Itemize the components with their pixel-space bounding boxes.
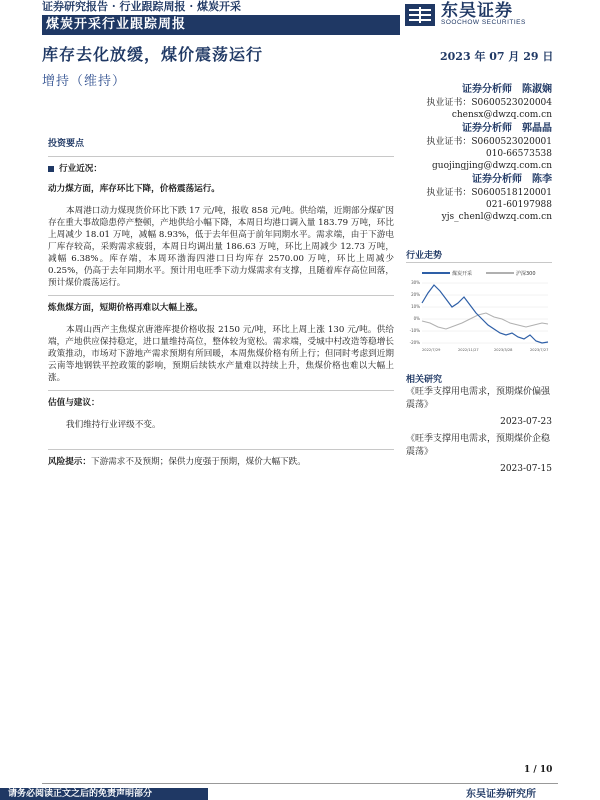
analyst-name: 郭晶晶 — [522, 123, 552, 134]
hs300-line — [422, 313, 548, 329]
bullet-text: 行业近况： — [59, 164, 102, 174]
report-title: 库存去化放缓，煤价震荡运行 — [42, 45, 264, 64]
analyst-role: 证券分析师 — [462, 84, 512, 95]
x-tick: 2023/3/28 — [494, 348, 513, 352]
analyst-email[interactable]: chensx@dwzq.com.cn — [451, 110, 552, 120]
legend-hs300-label: 沪深300 — [516, 271, 536, 277]
thermal-coal-paragraph: 本周港口动力煤现货价环比下跌 17 元/吨，报收 858 元/吨。供给端，近期部分煤矿因存在重大事故隐患停产整顿，产地供给小幅下降，本周日均港口调入量 183.79 万吨，环比上周减少 18.01 万吨，减幅 8.93%，低于去年但高于前年同期水平。需求端，由于下游电厂库存较高，采购需求疲弱，本周日均调出量 186.63 万吨，环比上周减少 12.73 万吨，减幅 6.38%。库存端，本周环渤海四港口日均库存 2570.00 万吨，环比上周减少 0.25%，仍高于去年同期水平。预计用电旺季下动力煤需求有支撑，且随着库存高位回落，预计煤价震荡运行。 — [48, 206, 394, 288]
risk-warning — [48, 456, 394, 468]
analyst-phone: 021-60197988 — [485, 200, 552, 210]
logo-english: SOOCHOW SECURITIES — [441, 19, 526, 26]
x-tick: 2022/11/27 — [458, 348, 479, 352]
industry-rating: 增持（维持） — [42, 74, 127, 89]
risk-text: 下游需求不及预期；保供力度强于预期，煤价大幅下跌。 — [90, 457, 306, 467]
analyst-name: 陈淑娴 — [522, 84, 552, 95]
x-tick: 2023/7/27 — [530, 348, 549, 352]
y-tick: 0% — [413, 316, 420, 321]
trend-chart — [406, 262, 552, 355]
related-research-list — [406, 386, 552, 480]
analyst-card — [410, 82, 552, 121]
coking-coal-heading: 炼焦煤方面，短期价格再难以大幅上涨。 — [48, 303, 203, 313]
x-tick: 2022/7/29 — [422, 348, 441, 352]
analyst-phone: 010-66573538 — [485, 149, 552, 159]
section-label: 投资要点 — [48, 139, 85, 149]
report-category: 证券研究报告 · 行业跟踪周报 · 煤炭开采 — [42, 0, 241, 13]
related-item-date: 2023-07-23 — [500, 417, 552, 427]
trend-label: 行业走势 — [406, 251, 443, 261]
y-tick: 10% — [411, 304, 420, 309]
divider — [48, 390, 394, 391]
related-item-title[interactable]: 《旺季支撑用电需求，预期煤价企稳震荡》 — [406, 434, 551, 457]
y-tick: -10% — [409, 328, 420, 333]
analyst-email[interactable]: guojingjing@dwzq.com.cn — [432, 161, 552, 171]
valuation-paragraph: 我们维持行业评级不变。 — [66, 420, 161, 430]
bullet-square-icon — [48, 166, 54, 172]
analyst-role: 证券分析师 — [472, 174, 522, 185]
analyst-role: 证券分析师 — [462, 123, 512, 134]
valuation-heading: 估值与建议： — [48, 398, 100, 408]
divider — [48, 156, 394, 157]
investment-summary — [48, 138, 394, 468]
page-number: 1 / 10 — [524, 765, 553, 775]
logo-name: 东吴证券 — [441, 1, 513, 21]
analyst-card — [410, 172, 552, 223]
coking-coal-paragraph: 本周山西产主焦煤京唐港库提价格收报 2150 元/吨，环比上周上涨 130 元/吨。供给端，产地供应保持稳定，进口量维持高位，整体较为宽松。需求端，受城中村改造等稳增长政策推动，市场对下游地产需求预期有所回暖，本周焦煤价格有所上行；但同时考虑到近期云南等地钢铁平控政策的影响，预期后续铁水产量难以持续上升，焦煤价格也难以大幅上涨。 — [48, 325, 394, 383]
bullet-heading — [48, 163, 394, 175]
divider — [48, 449, 394, 450]
legend-coal-label: 煤炭开采 — [452, 271, 473, 277]
report-date: 2023 年 07 月 29 日 — [440, 50, 554, 63]
footer-divider — [42, 783, 558, 784]
analyst-email[interactable]: yjs_chenl@dwzq.com.cn — [441, 212, 552, 222]
y-tick: -20% — [409, 340, 420, 345]
report-series-title: 煤炭开采行业跟踪周报 — [42, 15, 400, 35]
analyst-cert: 执业证书：S0600523020001 — [426, 137, 552, 147]
related-item-title[interactable]: 《旺季支撑用电需求，预期煤价偏强震荡》 — [406, 387, 551, 410]
analyst-name: 陈李 — [532, 174, 552, 185]
analyst-cert: 执业证书：S0600518120001 — [426, 188, 552, 198]
related-item-date: 2023-07-15 — [500, 464, 552, 474]
disclaimer-banner: 请务必阅读正文之后的免责声明部分 — [0, 788, 208, 800]
analyst-panel — [410, 82, 552, 223]
company-logo — [405, 2, 565, 28]
trend-chart-svg — [406, 263, 552, 355]
y-tick: 20% — [411, 292, 420, 297]
coal-line — [422, 285, 548, 343]
y-tick: 30% — [411, 280, 420, 285]
analyst-cert: 执业证书：S0600523020004 — [426, 98, 552, 108]
related-item[interactable] — [406, 386, 552, 429]
footer-organization: 东吴证券研究所 — [466, 789, 536, 800]
divider — [48, 295, 394, 296]
thermal-coal-heading: 动力煤方面，库存环比下降，价格震荡运行。 — [48, 184, 220, 194]
related-research-label: 相关研究 — [406, 375, 443, 385]
analyst-card — [410, 121, 552, 172]
risk-label: 风险提示： — [48, 457, 91, 467]
logo-mark-icon — [405, 4, 435, 26]
related-item[interactable] — [406, 433, 552, 476]
